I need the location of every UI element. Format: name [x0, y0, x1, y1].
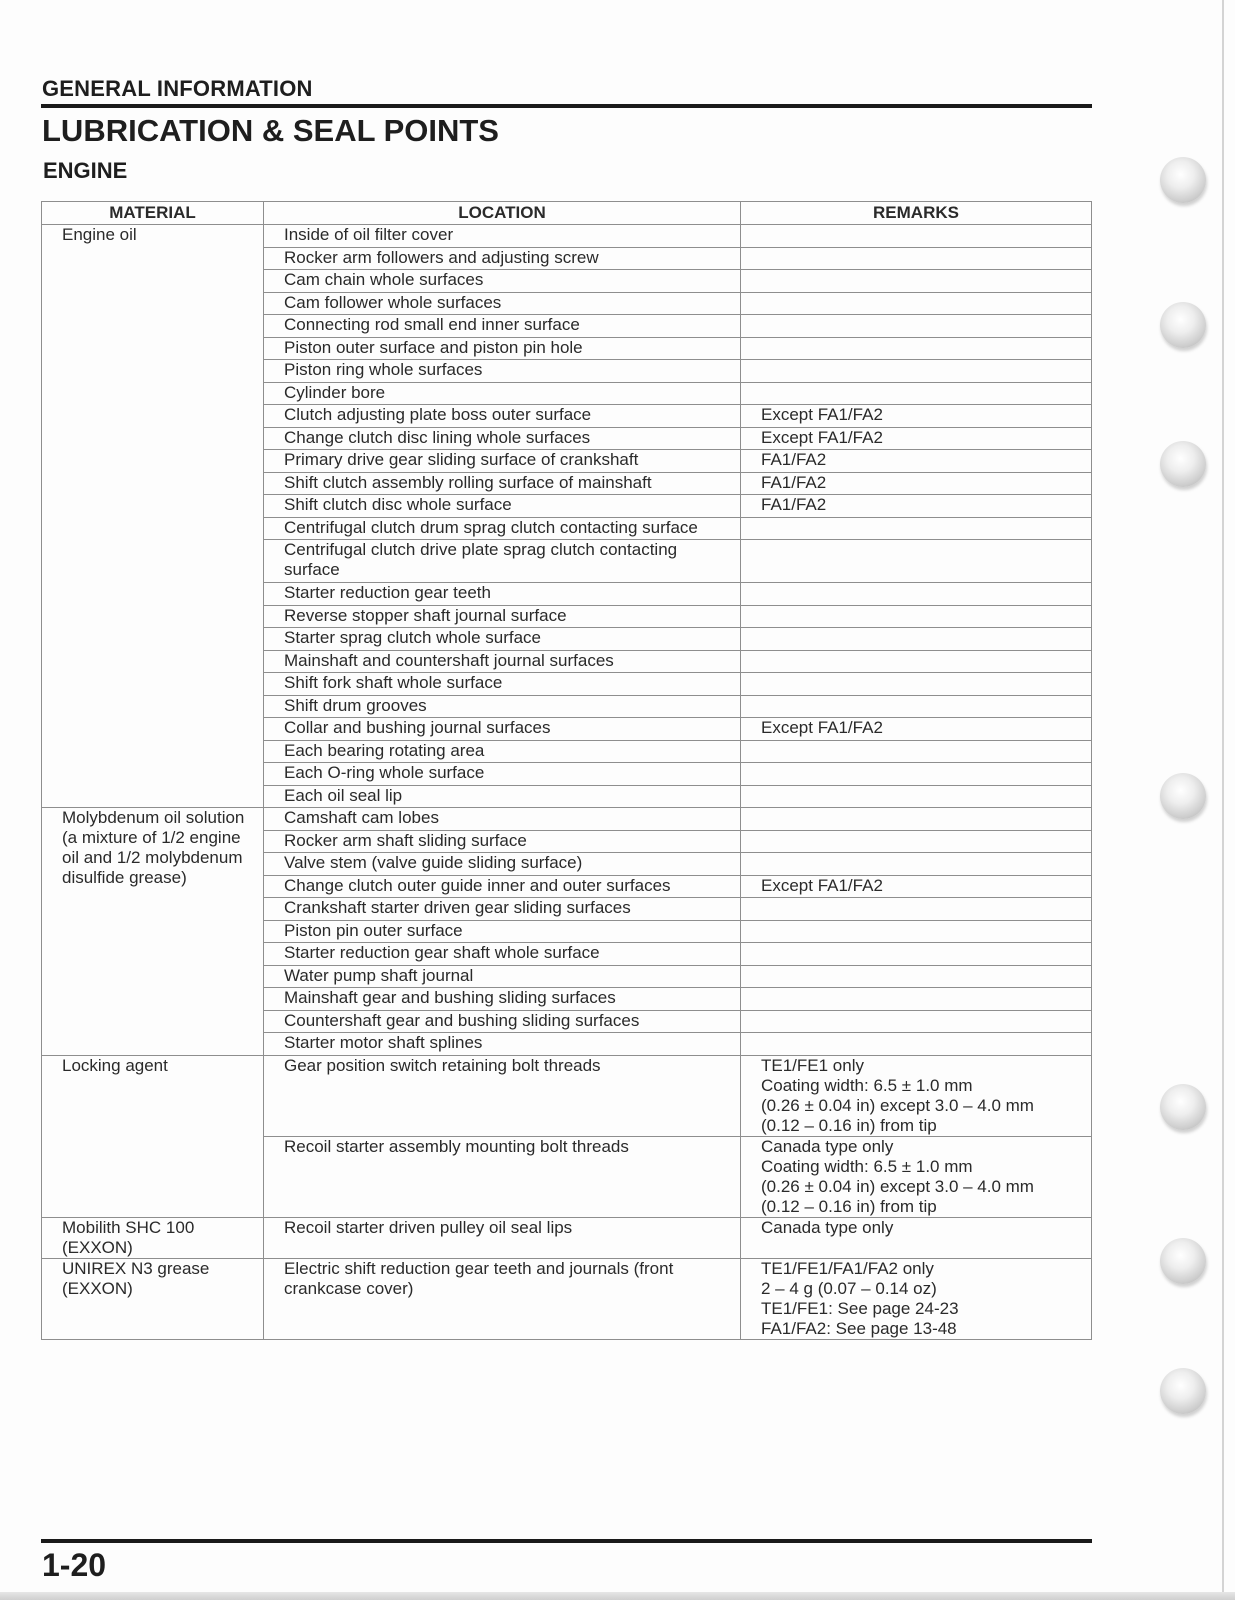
lubrication-table — [41, 201, 1092, 1340]
location-cell: Shift clutch assembly rolling surface of mainshaft — [264, 472, 741, 495]
location-cell: Recoil starter driven pulley oil seal lips — [264, 1217, 741, 1258]
location-cell: Starter motor shaft splines — [264, 1033, 741, 1056]
remarks-cell: Except FA1/FA2 — [741, 875, 1092, 898]
remarks-cell — [741, 628, 1092, 651]
scan-edge — [0, 1592, 1235, 1600]
remarks-cell — [741, 740, 1092, 763]
location-cell: Piston ring whole surfaces — [264, 360, 741, 383]
location-cell: Electric shift reduction gear teeth and journals (front crankcase cover) — [264, 1258, 741, 1339]
column-header-location: LOCATION — [264, 202, 741, 225]
location-cell: Change clutch disc lining whole surfaces — [264, 427, 741, 450]
column-header-material: MATERIAL — [42, 202, 264, 225]
remarks-cell — [741, 650, 1092, 673]
remarks-cell — [741, 382, 1092, 405]
remarks-cell — [741, 695, 1092, 718]
location-cell: Starter reduction gear shaft whole surface — [264, 943, 741, 966]
table-row — [42, 808, 1092, 831]
location-cell: Each oil seal lip — [264, 785, 741, 808]
location-cell: Collar and bushing journal surfaces — [264, 718, 741, 741]
location-cell: Rocker arm followers and adjusting screw — [264, 247, 741, 270]
remarks-cell: Except FA1/FA2 — [741, 405, 1092, 428]
binder-hole — [1160, 1368, 1206, 1414]
remarks-cell — [741, 785, 1092, 808]
remarks-cell — [741, 315, 1092, 338]
remarks-cell: Canada type only — [741, 1217, 1092, 1258]
location-cell: Piston pin outer surface — [264, 920, 741, 943]
location-cell: Each bearing rotating area — [264, 740, 741, 763]
remarks-cell — [741, 360, 1092, 383]
location-cell: Crankshaft starter driven gear sliding surfaces — [264, 898, 741, 921]
remarks-cell — [741, 605, 1092, 628]
binder-hole — [1160, 773, 1206, 819]
location-cell: Valve stem (valve guide sliding surface) — [264, 853, 741, 876]
location-cell: Water pump shaft journal — [264, 965, 741, 988]
remarks-cell — [741, 988, 1092, 1011]
material-cell: UNIREX N3 grease (EXXON) — [42, 1258, 264, 1339]
table-row — [42, 1258, 1092, 1339]
table-row — [42, 1055, 1092, 1136]
remarks-cell — [741, 673, 1092, 696]
remarks-cell: FA1/FA2 — [741, 472, 1092, 495]
table-body — [42, 225, 1092, 1340]
material-cell: Locking agent — [42, 1055, 264, 1217]
table-row — [42, 225, 1092, 248]
remarks-cell — [741, 292, 1092, 315]
remarks-cell — [741, 270, 1092, 293]
location-cell: Cylinder bore — [264, 382, 741, 405]
remarks-cell — [741, 830, 1092, 853]
remarks-cell: TE1/FE1 only Coating width: 6.5 ± 1.0 mm (0.26 ± 0.04 in) except 3.0 – 4.0 mm (0.12 – 0.16 in) from tip — [741, 1055, 1092, 1136]
remarks-cell — [741, 853, 1092, 876]
location-cell: Shift drum grooves — [264, 695, 741, 718]
location-cell: Shift clutch disc whole surface — [264, 495, 741, 518]
location-cell: Connecting rod small end inner surface — [264, 315, 741, 338]
page-title: LUBRICATION & SEAL POINTS — [42, 113, 499, 148]
remarks-cell: FA1/FA2 — [741, 495, 1092, 518]
location-cell: Shift fork shaft whole surface — [264, 673, 741, 696]
material-cell: Molybdenum oil solution (a mixture of 1/2 engine oil and 1/2 molybdenum disulfide grease) — [42, 808, 264, 1056]
section-header: GENERAL INFORMATION — [42, 76, 313, 101]
location-cell: Reverse stopper shaft journal surface — [264, 605, 741, 628]
material-cell: Engine oil — [42, 225, 264, 808]
location-cell: Starter reduction gear teeth — [264, 583, 741, 606]
location-cell: Recoil starter assembly mounting bolt threads — [264, 1136, 741, 1217]
remarks-cell: TE1/FE1/FA1/FA2 only 2 – 4 g (0.07 – 0.14 oz) TE1/FE1: See page 24-23 FA1/FA2: See page 13-48 — [741, 1258, 1092, 1339]
location-cell: Piston outer surface and piston pin hole — [264, 337, 741, 360]
remarks-cell: Except FA1/FA2 — [741, 718, 1092, 741]
remarks-cell — [741, 920, 1092, 943]
location-cell: Centrifugal clutch drum sprag clutch contacting surface — [264, 517, 741, 540]
location-cell: Gear position switch retaining bolt threads — [264, 1055, 741, 1136]
location-cell: Mainshaft and countershaft journal surfaces — [264, 650, 741, 673]
remarks-cell: Canada type only Coating width: 6.5 ± 1.0 mm (0.26 ± 0.04 in) except 3.0 – 4.0 mm (0.12 – 0.16 in) from tip — [741, 1136, 1092, 1217]
remarks-cell — [741, 965, 1092, 988]
binder-hole — [1160, 441, 1206, 487]
location-cell: Cam chain whole surfaces — [264, 270, 741, 293]
remarks-cell — [741, 898, 1092, 921]
location-cell: Primary drive gear sliding surface of crankshaft — [264, 450, 741, 473]
column-header-remarks: REMARKS — [741, 202, 1092, 225]
binder-hole — [1160, 1238, 1206, 1284]
remarks-cell — [741, 337, 1092, 360]
remarks-cell — [741, 225, 1092, 248]
remarks-cell: FA1/FA2 — [741, 450, 1092, 473]
location-cell: Centrifugal clutch drive plate sprag clutch contacting surface — [264, 540, 741, 583]
binder-edge — [1222, 0, 1224, 1600]
location-cell: Camshaft cam lobes — [264, 808, 741, 831]
page-number: 1-20 — [42, 1547, 107, 1583]
location-cell: Clutch adjusting plate boss outer surface — [264, 405, 741, 428]
location-cell: Cam follower whole surfaces — [264, 292, 741, 315]
remarks-cell — [741, 1010, 1092, 1033]
table-row — [42, 1217, 1092, 1258]
remarks-cell — [741, 583, 1092, 606]
remarks-cell — [741, 808, 1092, 831]
footer-rule — [41, 1539, 1092, 1543]
remarks-cell — [741, 247, 1092, 270]
remarks-cell — [741, 540, 1092, 583]
page-subtitle: ENGINE — [43, 158, 128, 183]
location-cell: Each O-ring whole surface — [264, 763, 741, 786]
header-rule — [41, 104, 1092, 108]
remarks-cell — [741, 943, 1092, 966]
table-header-row — [42, 202, 1092, 225]
location-cell: Countershaft gear and bushing sliding surfaces — [264, 1010, 741, 1033]
remarks-cell: Except FA1/FA2 — [741, 427, 1092, 450]
location-cell: Inside of oil filter cover — [264, 225, 741, 248]
binder-hole — [1160, 157, 1206, 203]
binder-hole — [1160, 302, 1206, 348]
binder-hole — [1160, 1084, 1206, 1130]
location-cell: Change clutch outer guide inner and outer surfaces — [264, 875, 741, 898]
location-cell: Rocker arm shaft sliding surface — [264, 830, 741, 853]
material-cell: Mobilith SHC 100 (EXXON) — [42, 1217, 264, 1258]
remarks-cell — [741, 763, 1092, 786]
remarks-cell — [741, 1033, 1092, 1056]
remarks-cell — [741, 517, 1092, 540]
location-cell: Starter sprag clutch whole surface — [264, 628, 741, 651]
location-cell: Mainshaft gear and bushing sliding surfaces — [264, 988, 741, 1011]
